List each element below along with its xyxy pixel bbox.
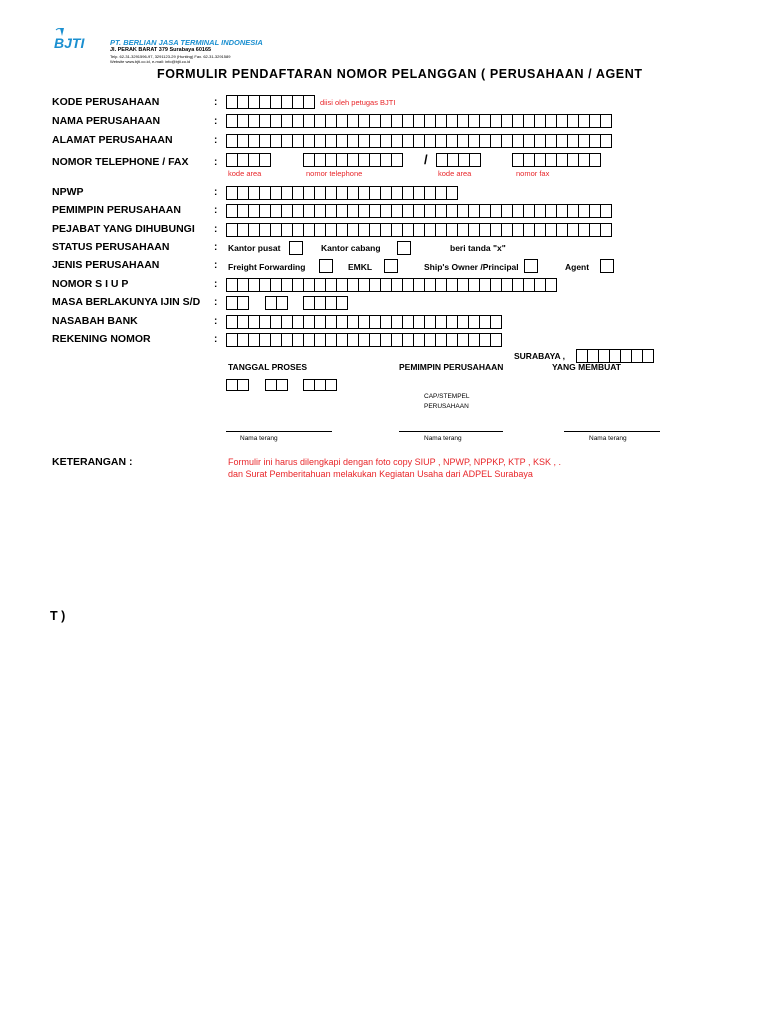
status-option-cabang-label: Kantor cabang <box>321 243 381 253</box>
label-rekening-nomor: REKENING NOMOR <box>52 333 151 345</box>
label-masa-berlaku: MASA BERLAKUNYA IJIN S/D <box>52 296 201 308</box>
company-contact-1: Telp. 62-31-3291596-97, 3291123-29 (Hunting) Fax. 62-31-3291589 <box>110 54 231 59</box>
entry-box[interactable] <box>642 349 654 363</box>
jenis-option-shipowner-label: Ship's Owner /Principal <box>424 262 519 272</box>
colon: : <box>214 224 218 235</box>
entry-box[interactable] <box>469 153 481 167</box>
svg-text:BJTI: BJTI <box>54 35 85 51</box>
signature-line-3 <box>564 431 660 432</box>
label-status-perusahaan: STATUS PERUSAHAAN <box>52 241 170 253</box>
kode-perusahaan-boxes[interactable] <box>226 95 315 109</box>
entry-box[interactable] <box>490 315 502 329</box>
entry-box[interactable] <box>259 153 271 167</box>
fax-area-code-boxes[interactable] <box>436 153 481 167</box>
signature-line-2 <box>399 431 503 432</box>
stamp-label-1: CAP/STEMPEL <box>424 393 470 400</box>
status-cabang-checkbox[interactable] <box>397 241 411 255</box>
tanggal-proses-year-boxes[interactable] <box>303 379 337 391</box>
caption-kode-area-fax: kode area <box>438 169 472 178</box>
keterangan-line-2: dan Surat Pemberitahuan melakukan Kegiatan Usaha dari ADPEL Surabaya <box>228 469 533 479</box>
signature-date-boxes[interactable] <box>576 349 654 363</box>
nomor-siup-boxes[interactable] <box>226 278 557 292</box>
signature-col-pembuat: YANG MEMBUAT <box>552 362 621 372</box>
signature-col-tanggal: TANGGAL PROSES <box>228 362 308 372</box>
entry-box[interactable] <box>600 204 612 218</box>
status-option-pusat-label: Kantor pusat <box>228 243 281 253</box>
colon: : <box>214 242 218 253</box>
jenis-option-emkl-label: EMKL <box>348 262 373 272</box>
entry-box[interactable] <box>237 296 249 310</box>
keterangan-label: KETERANGAN : <box>52 456 133 468</box>
pemimpin-perusahaan-boxes[interactable] <box>226 204 612 218</box>
form-title-overflow: T ) <box>50 609 66 623</box>
form-title: FORMULIR PENDAFTARAN NOMOR PELANGGAN ( PERUSAHAAN / AGENT <box>157 67 643 81</box>
signature-col-pemimpin: PEMIMPIN PERUSAHAAN <box>399 362 504 372</box>
caption-nomor-telephone: nomor telephone <box>306 169 363 178</box>
jenis-freight-checkbox[interactable] <box>319 259 333 273</box>
label-nama-perusahaan: NAMA PERUSAHAAN <box>52 115 161 127</box>
entry-box[interactable] <box>336 296 348 310</box>
masa-berlaku-year-boxes[interactable] <box>303 296 348 310</box>
entry-box[interactable] <box>600 134 612 148</box>
nasabah-bank-boxes[interactable] <box>226 315 502 329</box>
colon: : <box>214 260 218 271</box>
colon: : <box>214 97 218 108</box>
label-npwp: NPWP <box>52 186 84 198</box>
entry-box[interactable] <box>303 95 315 109</box>
label-nasabah-bank: NASABAH BANK <box>52 315 138 327</box>
jenis-agent-checkbox[interactable] <box>600 259 614 273</box>
label-nomor-telephone: NOMOR TELEPHONE / FAX <box>52 156 189 168</box>
masa-berlaku-month-boxes[interactable] <box>265 296 288 310</box>
alamat-perusahaan-boxes[interactable] <box>226 134 612 148</box>
label-kode-perusahaan: KODE PERUSAHAAN <box>52 96 160 108</box>
signature-line-1 <box>226 431 332 432</box>
caption-kode-area: kode area <box>228 169 262 178</box>
entry-box[interactable] <box>446 186 458 200</box>
label-nomor-siup: NOMOR S I U P <box>52 278 129 290</box>
entry-box[interactable] <box>600 114 612 128</box>
nama-perusahaan-boxes[interactable] <box>226 114 612 128</box>
signature-city: SURABAYA , <box>514 351 566 361</box>
colon: : <box>214 316 218 327</box>
masa-berlaku-day-boxes[interactable] <box>226 296 249 310</box>
rekening-nomor-boxes[interactable] <box>226 333 502 347</box>
label-pemimpin-perusahaan: PEMIMPIN PERUSAHAAN <box>52 204 181 216</box>
label-alamat-perusahaan: ALAMAT PERUSAHAAN <box>52 134 173 146</box>
entry-box[interactable] <box>600 223 612 237</box>
phone-area-code-boxes[interactable] <box>226 153 271 167</box>
entry-box[interactable] <box>391 153 403 167</box>
tanggal-proses-day-boxes[interactable] <box>226 379 249 391</box>
entry-box[interactable] <box>276 296 288 310</box>
company-name: PT. BERLIAN JASA TERMINAL INDONESIA <box>110 38 263 47</box>
fax-number-boxes[interactable] <box>512 153 601 167</box>
entry-box[interactable] <box>545 278 557 292</box>
status-hint: beri tanda "x" <box>450 243 506 253</box>
name-caption-1: Nama terang <box>240 435 278 442</box>
colon: : <box>214 116 218 127</box>
entry-box[interactable] <box>490 333 502 347</box>
company-logo <box>52 26 104 52</box>
name-caption-3: Nama terang <box>589 435 627 442</box>
label-pejabat: PEJABAT YANG DIHUBUNGI <box>52 223 195 235</box>
entry-box[interactable] <box>589 153 601 167</box>
colon: : <box>214 334 218 345</box>
colon: : <box>214 157 218 168</box>
pejabat-boxes[interactable] <box>226 223 612 237</box>
entry-box[interactable] <box>325 379 337 391</box>
kode-perusahaan-note: diisi oleh petugas BJTI <box>320 98 396 107</box>
colon: : <box>214 187 218 198</box>
status-pusat-checkbox[interactable] <box>289 241 303 255</box>
colon: : <box>214 297 218 308</box>
stamp-label-2: PERUSAHAAN <box>424 403 469 410</box>
phone-fax-separator: / <box>424 152 428 167</box>
colon: : <box>214 205 218 216</box>
logo-mark-icon <box>52 26 104 52</box>
npwp-boxes[interactable] <box>226 186 458 200</box>
name-caption-2: Nama terang <box>424 435 462 442</box>
company-address: Jl. PERAK BARAT 379 Surabaya 60165 <box>110 47 212 53</box>
company-contact-2: Website www.bjti.co.id, e-mail: info@bjti.co.id <box>110 59 191 64</box>
jenis-emkl-checkbox[interactable] <box>384 259 398 273</box>
keterangan-line-1: Formulir ini harus dilengkapi dengan foto copy SIUP , NPWP, NPPKP, KTP , KSK , . <box>228 457 561 467</box>
jenis-option-agent-label: Agent <box>565 262 590 272</box>
colon: : <box>214 135 218 146</box>
caption-nomor-fax: nomor fax <box>516 169 550 178</box>
tanggal-proses-month-boxes[interactable] <box>265 379 288 391</box>
jenis-shipowner-checkbox[interactable] <box>524 259 538 273</box>
jenis-option-freight-label: Freight Forwarding <box>228 262 306 272</box>
entry-box[interactable] <box>276 379 288 391</box>
entry-box[interactable] <box>237 379 249 391</box>
colon: : <box>214 279 218 290</box>
label-jenis-perusahaan: JENIS PERUSAHAAN <box>52 259 160 271</box>
phone-number-boxes[interactable] <box>303 153 403 167</box>
